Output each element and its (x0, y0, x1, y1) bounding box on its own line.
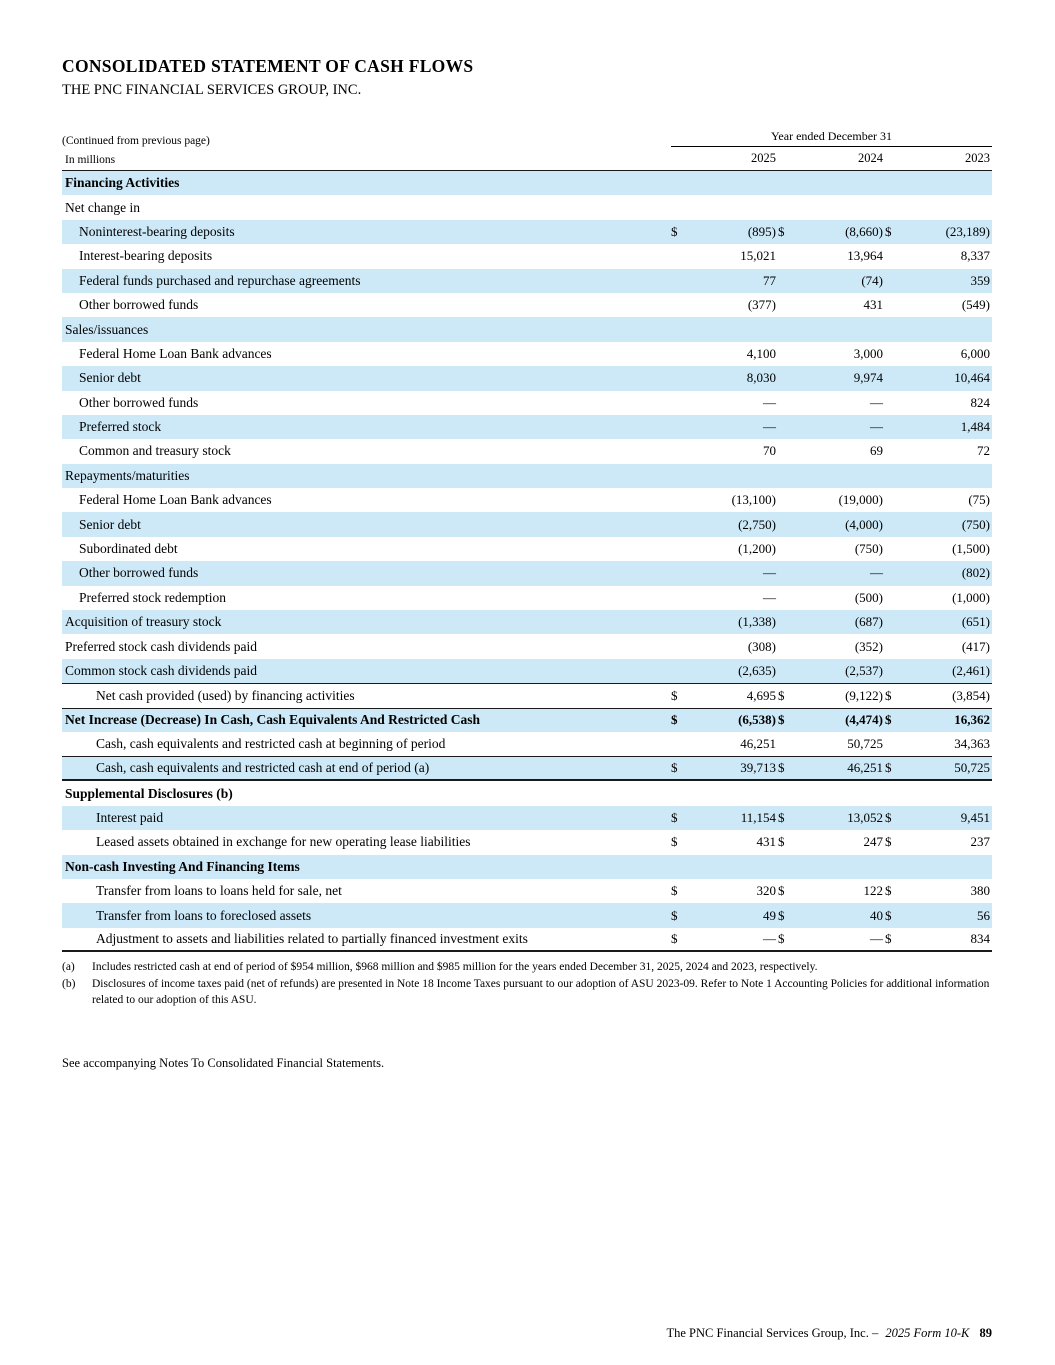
cashflow-table-body (62, 171, 992, 952)
table-row (62, 659, 992, 683)
footer-page-number: 89 (979, 1326, 992, 1340)
value-2023: 237 (970, 834, 990, 850)
value-2024: (2,537) (845, 663, 883, 678)
row-label: Other borrowed funds (79, 297, 199, 313)
table-row (62, 732, 992, 756)
value-2023: (750) (961, 516, 990, 532)
row-label: Federal Home Loan Bank advances (79, 492, 272, 508)
dollar-sign: $ (885, 687, 892, 703)
table-row (62, 806, 992, 830)
row-label: Net change in (65, 199, 140, 215)
value-2025: (895) (747, 223, 776, 239)
table-row (62, 244, 992, 268)
page-subtitle: THE PNC FINANCIAL SERVICES GROUP, INC. (62, 82, 362, 98)
value-2023: 16,362 (954, 712, 990, 728)
dollar-sign: $ (671, 760, 678, 776)
value-2023: (549) (961, 297, 990, 313)
dollar-sign: $ (671, 907, 678, 923)
value-2023: 34,363 (954, 736, 990, 752)
value-2024: — (870, 394, 883, 410)
row-label: Leased assets obtained in exchange for new operating lease liabilities (96, 834, 471, 850)
dollar-sign: $ (778, 687, 785, 703)
footer-company: The PNC Financial Services Group, Inc. – (666, 1326, 879, 1340)
row-label: Sales/issuances (65, 321, 149, 337)
value-2024: (9,122) (845, 687, 883, 703)
value-2025: (1,338) (738, 614, 776, 630)
table-row (62, 293, 992, 317)
value-2023: 72 (977, 443, 990, 459)
value-2025: 320 (756, 883, 776, 899)
value-2025: 46,251 (740, 736, 776, 752)
dollar-sign: $ (885, 883, 892, 899)
dollar-sign: $ (885, 809, 892, 825)
value-2023: 380 (970, 883, 990, 899)
value-2023: 50,725 (954, 760, 990, 776)
row-label: Financing Activities (65, 175, 180, 191)
value-2023: (1,500) (952, 541, 990, 557)
table-row (62, 342, 992, 366)
value-2025: 11,154 (740, 809, 776, 825)
value-2025: (1,200) (738, 541, 776, 557)
row-label: Transfer from loans to loans held for sale, net (96, 883, 342, 899)
row-label: Federal Home Loan Bank advances (79, 345, 272, 361)
table-row (62, 561, 992, 585)
value-2024: — (870, 930, 883, 946)
row-label: Federal funds purchased and repurchase agreements (79, 272, 361, 288)
dollar-sign: $ (885, 930, 892, 946)
page-title: CONSOLIDATED STATEMENT OF CASH FLOWS (62, 56, 474, 76)
value-2025: 431 (756, 834, 776, 850)
dollar-sign: $ (885, 712, 892, 728)
row-label: Common stock cash dividends paid (65, 663, 257, 678)
table-header-row-1 (62, 129, 992, 147)
value-2024: 50,725 (847, 736, 883, 752)
dollar-sign: $ (778, 712, 785, 728)
table-row (62, 708, 992, 732)
value-2023: (23,189) (945, 223, 990, 239)
value-2025: (377) (747, 297, 776, 313)
value-2025: 8,030 (746, 370, 776, 386)
dollar-sign: $ (671, 223, 678, 239)
table-row (62, 269, 992, 293)
row-label: Other borrowed funds (79, 394, 199, 410)
value-2024: (750) (854, 541, 883, 557)
value-2025: 4,695 (746, 687, 776, 703)
value-2023: 56 (977, 907, 990, 923)
value-2024: (500) (854, 589, 883, 605)
table-row (62, 586, 992, 610)
dollar-sign: $ (778, 834, 785, 850)
row-label: Senior debt (79, 516, 141, 532)
value-2024: — (870, 419, 883, 435)
table-row (62, 366, 992, 390)
row-label: Repayments/maturities (65, 467, 190, 483)
value-2024: (74) (861, 272, 883, 288)
table-row (62, 171, 992, 195)
dollar-sign: $ (885, 907, 892, 923)
table-row (62, 781, 992, 805)
value-2025: — (763, 419, 776, 435)
value-2023: 6,000 (960, 345, 990, 361)
value-2024: (687) (854, 614, 883, 630)
value-2025: 49 (763, 907, 776, 923)
value-2023: 1,484 (960, 419, 990, 435)
value-2023: 9,451 (960, 809, 990, 825)
table-row (62, 830, 992, 854)
row-label: Preferred stock redemption (79, 589, 226, 605)
value-2025: (6,538) (738, 712, 776, 728)
value-2025: (2,635) (738, 663, 776, 678)
row-label: Noninterest-bearing deposits (79, 223, 235, 239)
table-row (62, 855, 992, 879)
value-2024: (4,474) (845, 712, 883, 728)
dollar-sign: $ (671, 809, 678, 825)
table-row (62, 415, 992, 439)
table-row (62, 512, 992, 536)
dollar-sign: $ (671, 687, 678, 703)
footnote-marker: (b) (62, 978, 76, 991)
dollar-sign: $ (671, 834, 678, 850)
value-2023: (3,854) (952, 687, 990, 703)
value-2024: 69 (870, 443, 883, 459)
row-label: Interest paid (96, 809, 164, 825)
table-header-row-2 (62, 147, 992, 171)
row-label: Preferred stock cash dividends paid (65, 638, 257, 654)
value-2023: (1,000) (952, 589, 990, 605)
row-label: Acquisition of treasury stock (65, 614, 222, 630)
row-label: Subordinated debt (79, 541, 178, 557)
row-label: Supplemental Disclosures (b) (65, 785, 233, 801)
row-label: Adjustment to assets and liabilities related to partially financed investment exits (96, 930, 528, 946)
table-row (62, 634, 992, 658)
footnotes (62, 959, 992, 1008)
value-2025: 77 (763, 272, 776, 288)
value-2024: (352) (854, 638, 883, 654)
value-2024: 9,974 (853, 370, 883, 386)
dollar-sign: $ (885, 760, 892, 776)
row-label: Other borrowed funds (79, 565, 199, 581)
value-2025: (2,750) (738, 516, 776, 532)
table-row (62, 903, 992, 927)
row-label: Interest-bearing deposits (79, 248, 213, 264)
value-2024: 3,000 (853, 345, 883, 361)
footnote (62, 959, 992, 975)
footer-form-reference: 2025 Form 10-K (885, 1326, 970, 1340)
value-2025: (308) (747, 638, 776, 654)
continued-note: (Continued from previous page) (62, 135, 210, 147)
value-2023: 824 (970, 394, 990, 410)
cashflow-table (62, 129, 992, 952)
value-2023: (651) (961, 614, 990, 630)
value-2025: — (763, 589, 776, 605)
row-label: Common and treasury stock (79, 443, 231, 459)
value-2023: 359 (970, 272, 990, 288)
value-2025: (13,100) (731, 492, 776, 508)
value-2025: 39,713 (740, 760, 776, 776)
value-2025: — (763, 930, 776, 946)
value-2024: (19,000) (838, 492, 883, 508)
dollar-sign: $ (671, 883, 678, 899)
value-2023: (2,461) (952, 663, 990, 678)
dollar-sign: $ (885, 223, 892, 239)
table-row (62, 195, 992, 219)
page-footer (666, 1326, 992, 1341)
period-header: Year ended December 31 (671, 129, 992, 147)
table-row (62, 756, 992, 781)
dollar-sign: $ (671, 930, 678, 946)
value-2023: (75) (968, 492, 990, 508)
row-label: Cash, cash equivalents and restricted cash at beginning of period (96, 736, 446, 752)
value-2023: (417) (961, 638, 990, 654)
value-2024: 46,251 (847, 760, 883, 776)
year-column-header: 2023 (965, 151, 990, 165)
year-column-header: 2024 (858, 151, 883, 165)
dollar-sign: $ (671, 712, 678, 728)
table-row (62, 537, 992, 561)
value-2024: 40 (870, 907, 883, 923)
footnote-text: Includes restricted cash at end of period of $954 million, $968 million and $985 million for the years ended December 31, 2025, 2024 and 2023, respectively. (92, 961, 818, 974)
dollar-sign: $ (778, 760, 785, 776)
table-row (62, 879, 992, 903)
value-2023: 10,464 (954, 370, 990, 386)
footnote (62, 976, 992, 1008)
table-row (62, 683, 992, 707)
value-2024: 13,964 (847, 248, 883, 264)
closing-note: See accompanying Notes To Consolidated Financial Statements. (62, 1056, 385, 1071)
value-2025: — (763, 394, 776, 410)
value-2024: 13,052 (847, 809, 883, 825)
table-row (62, 488, 992, 512)
row-label: Net Increase (Decrease) In Cash, Cash Equivalents And Restricted Cash (65, 712, 480, 728)
table-row (62, 464, 992, 488)
table-row (62, 928, 992, 952)
row-label: Non-cash Investing And Financing Items (65, 858, 300, 874)
dollar-sign: $ (885, 834, 892, 850)
row-label: Preferred stock (79, 419, 162, 435)
row-label: Cash, cash equivalents and restricted cash at end of period (a) (96, 760, 430, 776)
value-2023: 834 (970, 930, 990, 946)
table-row (62, 439, 992, 463)
value-2023: 8,337 (960, 248, 990, 264)
value-2025: — (763, 565, 776, 581)
row-label: Transfer from loans to foreclosed assets (96, 907, 312, 923)
value-2025: 70 (763, 443, 776, 459)
row-label: Senior debt (79, 370, 141, 386)
value-2024: — (870, 565, 883, 581)
value-2024: (4,000) (845, 516, 883, 532)
units-label: In millions (65, 154, 116, 166)
table-row (62, 317, 992, 341)
value-2024: (8,660) (845, 223, 883, 239)
dollar-sign: $ (778, 223, 785, 239)
year-column-header: 2025 (751, 151, 776, 165)
value-2024: 247 (863, 834, 883, 850)
value-2024: 122 (863, 883, 883, 899)
table-row (62, 391, 992, 415)
row-label: Net cash provided (used) by financing activities (96, 687, 355, 703)
table-row (62, 220, 992, 244)
table-row (62, 610, 992, 634)
footnote-text: Disclosures of income taxes paid (net of refunds) are presented in Note 18 Income Taxes pursuant to our adoption of ASU 2023-09. Refer to Note 1 Accounting Policies for additional information related to our adoption of this ASU. (92, 978, 990, 1007)
footnote-marker: (a) (62, 961, 75, 974)
dollar-sign: $ (778, 907, 785, 923)
value-2025: 15,021 (740, 248, 776, 264)
value-2024: 431 (863, 297, 883, 313)
dollar-sign: $ (778, 883, 785, 899)
dollar-sign: $ (778, 930, 785, 946)
dollar-sign: $ (778, 809, 785, 825)
value-2023: (802) (961, 565, 990, 581)
value-2025: 4,100 (746, 345, 776, 361)
